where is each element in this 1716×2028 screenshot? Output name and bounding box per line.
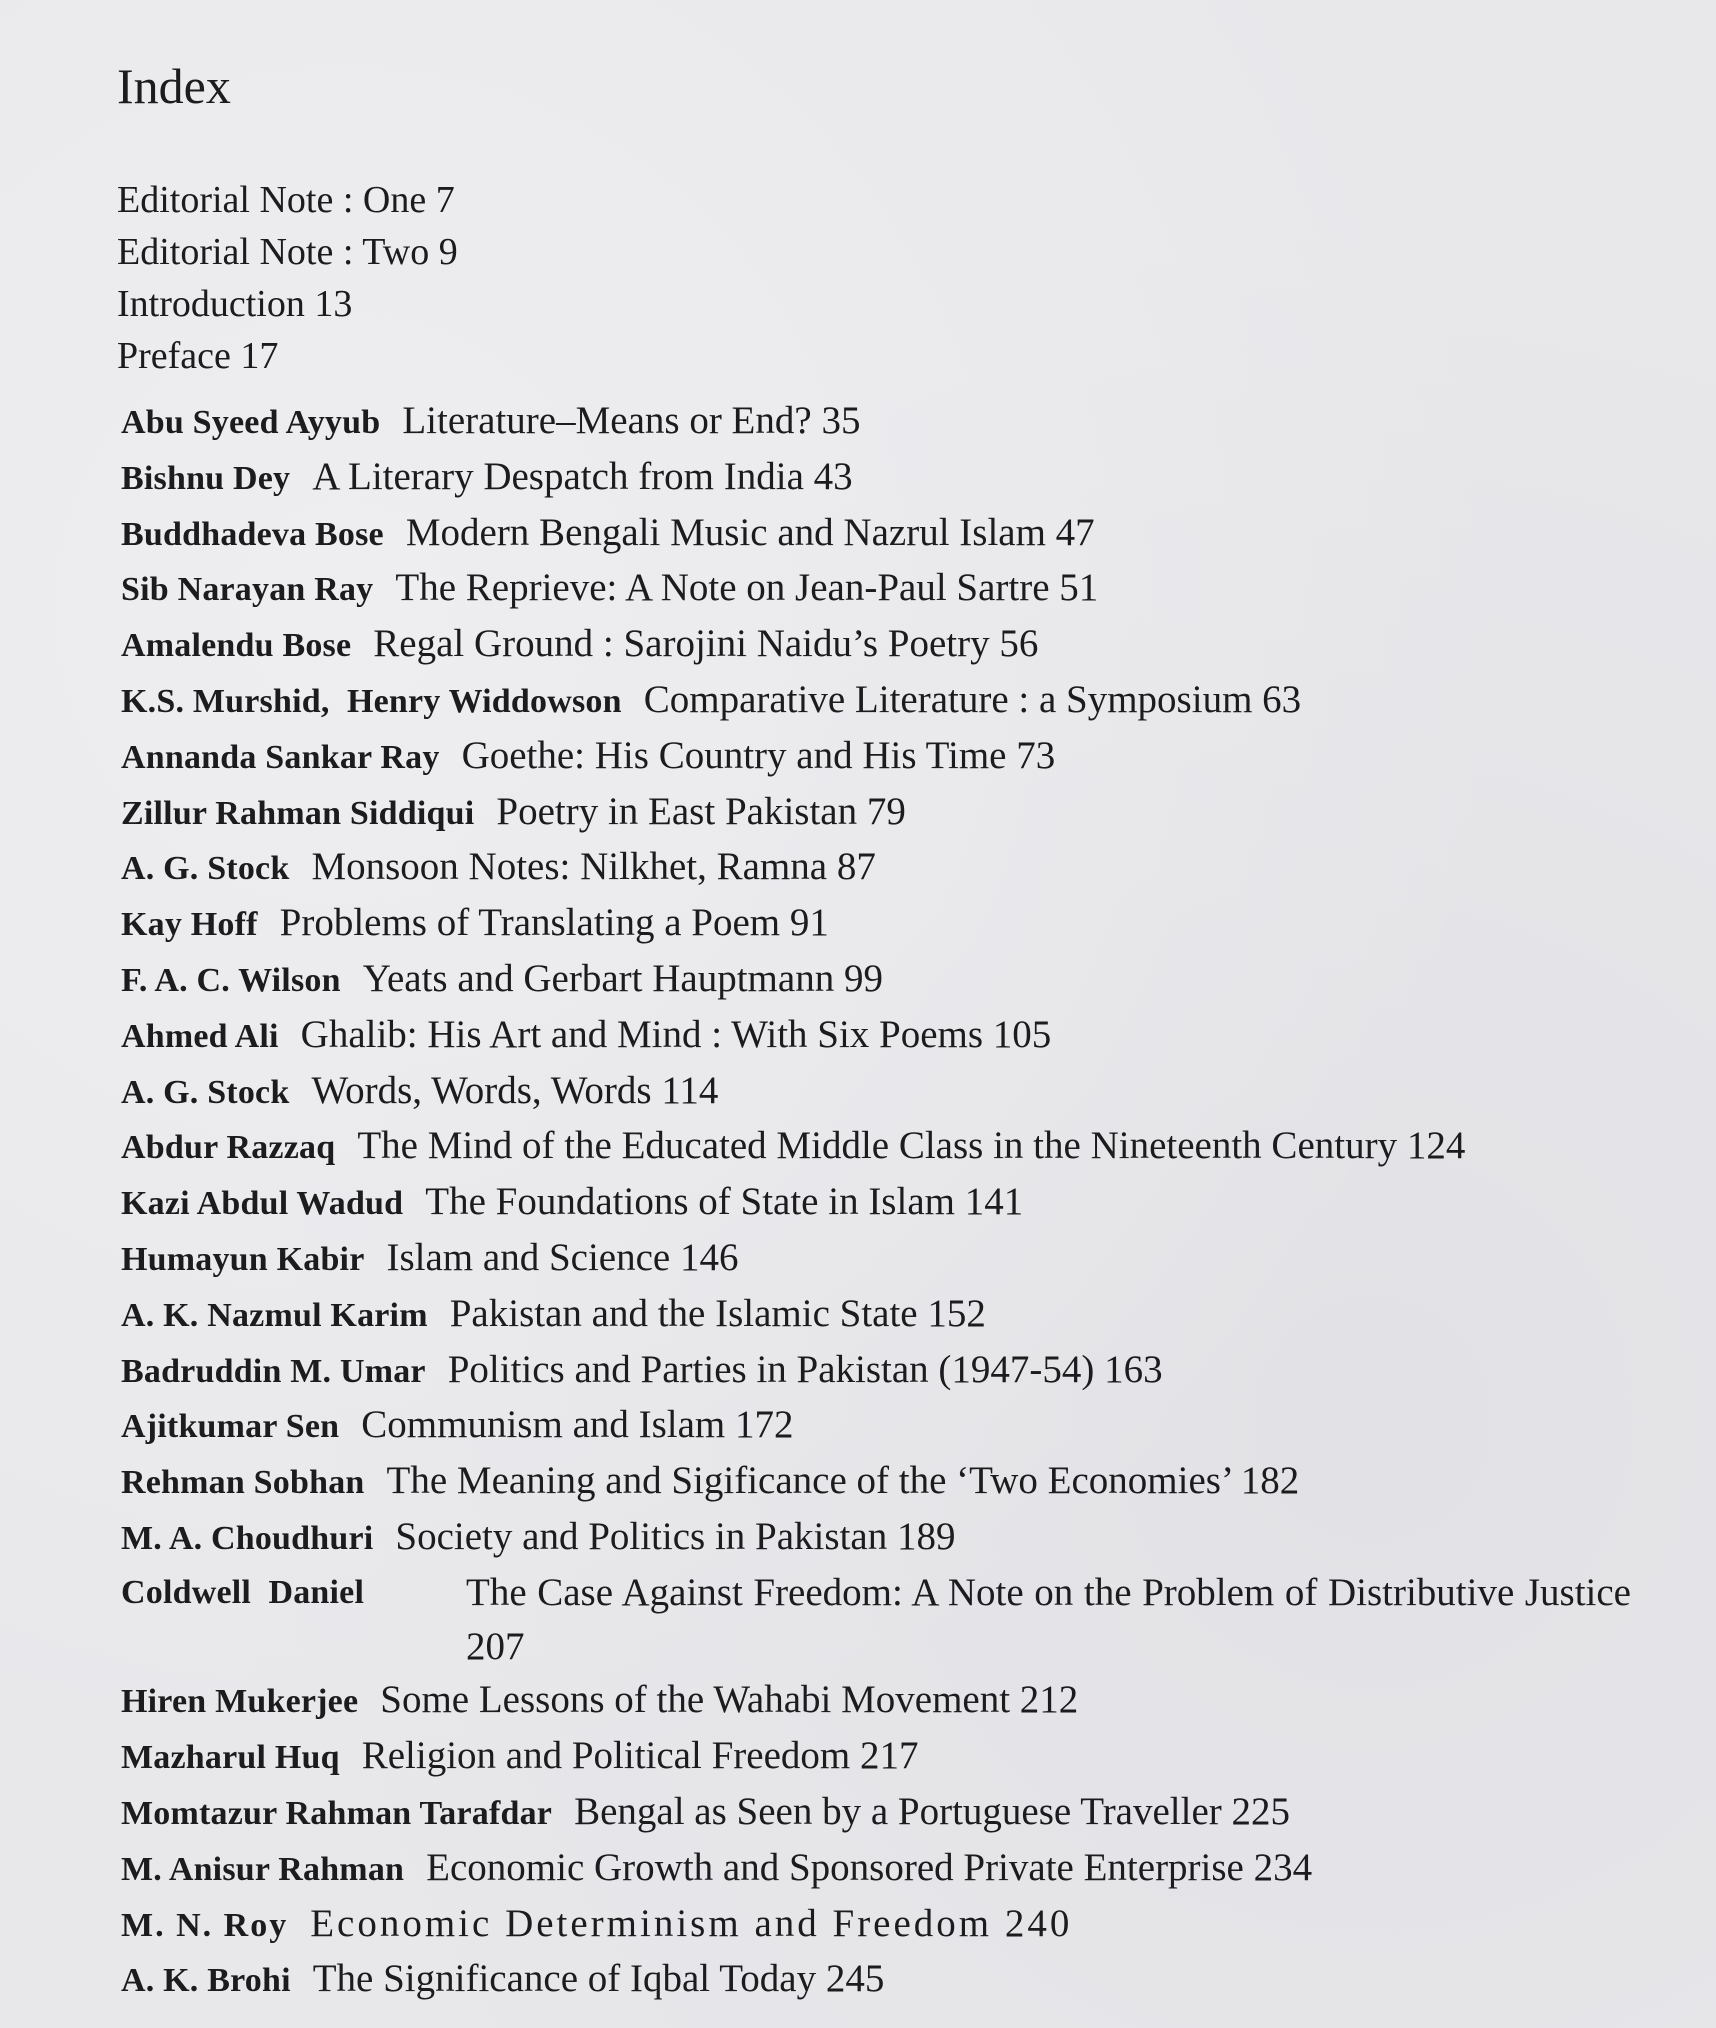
entry-title-page: Politics and Parties in Pakistan (1947-54) 163: [447, 1347, 1163, 1391]
entry-author: Rehman Sobhan: [121, 1464, 365, 1502]
entry-title-page: Communism and Islam 172: [361, 1403, 794, 1447]
index-entry: [121, 840, 1631, 896]
entry-author: Badruddin M. Umar: [121, 1352, 426, 1390]
entry-title-page: Bengal as Seen by a Portuguese Traveller 225: [574, 1789, 1291, 1833]
entry-title-page: The Foundations of State in Islam 141: [425, 1180, 1024, 1224]
index-entry: [121, 1119, 1631, 1175]
index-entry: [121, 561, 1631, 617]
entry-title-page: Poetry in East Pakistan 79: [496, 789, 906, 833]
entry-title-page: Goethe: His Country and His Time 73: [461, 733, 1056, 777]
index-entry: [121, 1231, 1631, 1287]
entry-author: Ajitkumar Sen: [121, 1408, 340, 1446]
entry-author: A. G. Stock: [121, 1073, 290, 1111]
entry-author: Coldwell Daniel: [121, 1573, 365, 1611]
index-entry: [121, 450, 1631, 506]
entry-title-page: Comparative Literature : a Symposium 63: [643, 677, 1302, 721]
entry-title-page: Society and Politics in Pakistan 189: [395, 1514, 956, 1558]
entry-title-page: Religion and Political Freedom 217: [361, 1734, 919, 1778]
entry-author: Kay Hoff: [121, 906, 258, 944]
entry-title-page: Pakistan and the Islamic State 152: [449, 1291, 986, 1335]
entry-author: F. A. C. Wilson: [121, 961, 341, 999]
index-entry: [121, 394, 1631, 450]
entry-title-page: Regal Ground : Sarojini Naidu’s Poetry 56: [373, 622, 1039, 666]
entry-author: A. G. Stock: [121, 850, 290, 888]
entry-title-page: Modern Bengali Music and Nazrul Islam 47: [405, 510, 1095, 554]
entry-author: M. Anisur Rahman: [121, 1850, 405, 1888]
front-matter-list: [117, 174, 458, 382]
index-entry: [121, 1729, 1631, 1785]
index-entry: [121, 1566, 1631, 1674]
page-title: Index: [117, 58, 231, 114]
entry-author: Humayun Kabir: [121, 1240, 365, 1278]
entry-author: Annanda Sankar Ray: [121, 738, 440, 776]
index-entry: [121, 1398, 1631, 1454]
entry-title-page: The Reprieve: A Note on Jean-Paul Sartre 51: [395, 566, 1099, 610]
entry-author: Mazharul Huq: [121, 1739, 340, 1777]
entry-title-page: Islam and Science 146: [386, 1235, 739, 1279]
entry-title-page: Yeats and Gerbart Hauptmann 99: [362, 956, 883, 1000]
index-entry: [121, 1175, 1631, 1231]
entry-title-page: The Case Against Freedom: A Note on the Problem of Distributive Justice 207: [466, 1570, 1631, 1668]
entry-author: Amalendu Bose: [121, 627, 352, 665]
entry-title-page: Economic Growth and Sponsored Private Enterprise 234: [426, 1845, 1313, 1889]
index-entry: [121, 673, 1631, 729]
front-matter-item: Editorial Note : One 7: [117, 179, 455, 221]
entry-title-page: The Meaning and Sigificance of the ‘Two Economies’ 182: [386, 1459, 1300, 1503]
entry-title-page: The Significance of Iqbal Today 245: [312, 1957, 885, 2001]
index-entry: [121, 729, 1631, 785]
entry-title-page: Ghalib: His Art and Mind : With Six Poems 105: [300, 1012, 1052, 1056]
index-entry: [121, 1008, 1631, 1064]
entry-author: Momtazur Rahman Tarafdar: [121, 1794, 553, 1832]
entry-author: Abu Syeed Ayyub: [121, 404, 381, 441]
index-entry: [121, 785, 1631, 841]
entry-author: Ahmed Ali: [121, 1017, 279, 1055]
entry-author: Zillur Rahman Siddiqui: [121, 794, 475, 832]
entry-author: Sib Narayan Ray: [121, 571, 374, 609]
index-entry: [121, 1343, 1631, 1399]
index-entry: [121, 1785, 1631, 1841]
entry-title-page: Problems of Translating a Poem 91: [279, 901, 829, 945]
index-entry: [121, 1673, 1631, 1729]
entry-author: Abdur Razzaq: [121, 1129, 336, 1167]
entry-title-page: Economic Determinism and Freedom 240: [310, 1901, 1073, 1945]
front-matter-item: Introduction 13: [117, 283, 353, 325]
entry-author: M. A. Choudhuri: [121, 1519, 374, 1557]
index-entry: [121, 1454, 1631, 1510]
entry-author: Bishnu Dey: [121, 459, 291, 497]
index-entry: [121, 896, 1631, 952]
entry-author: A. K. Nazmul Karim: [121, 1296, 428, 1334]
entry-author: M. N. Roy: [121, 1906, 289, 1944]
index-entry: [121, 1064, 1631, 1120]
index-entry: [121, 506, 1631, 562]
front-matter-item: Editorial Note : Two 9: [117, 231, 458, 273]
entry-title-page: Literature–Means or End? 35: [402, 399, 861, 442]
entry-title-page: A Literary Despatch from India 43: [312, 454, 853, 498]
entry-title-page: Words, Words, Words 114: [311, 1068, 719, 1112]
index-entry: [121, 952, 1631, 1008]
index-entries: [121, 394, 1631, 2008]
entry-author: K.S. Murshid, Henry Widdowson: [121, 682, 622, 720]
entry-author: Kazi Abdul Wadud: [121, 1185, 404, 1223]
entry-author: Hiren Mukerjee: [121, 1683, 359, 1721]
index-entry: [121, 1510, 1631, 1566]
index-entry: [121, 1952, 1631, 2008]
index-entry: [121, 617, 1631, 673]
entry-author: Buddhadeva Bose: [121, 515, 384, 553]
index-entry: [121, 1897, 1631, 1953]
index-entry: [121, 1841, 1631, 1897]
entry-author: A. K. Brohi: [121, 1962, 291, 2000]
front-matter-item: Preface 17: [117, 335, 279, 377]
entry-title-page: Monsoon Notes: Nilkhet, Ramna 87: [311, 845, 876, 889]
entry-title-page: The Mind of the Educated Middle Class in the Nineteenth Century 124: [357, 1124, 1466, 1168]
index-entry: [121, 1287, 1631, 1343]
entry-title-page: Some Lessons of the Wahabi Movement 212: [380, 1678, 1079, 1722]
